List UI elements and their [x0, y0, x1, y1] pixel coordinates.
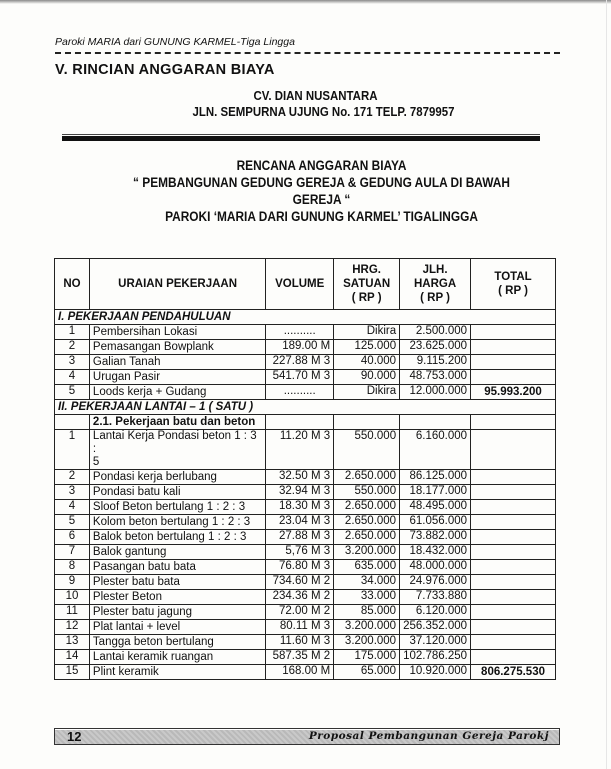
section-total: 95.993.200 [471, 385, 556, 400]
row-description: Galian Tanah [89, 355, 265, 370]
row-amount: 18.432.000 [400, 545, 471, 560]
section-total: 806.275.530 [471, 665, 556, 680]
total-cell-empty [471, 575, 556, 590]
row-price: 550.000 [334, 485, 400, 500]
subsection-title: 2.1. Pekerjaan batu dan beton [89, 415, 265, 430]
row-number: 6 [55, 530, 90, 545]
row-price: 34.000 [334, 575, 400, 590]
total-cell-empty [471, 340, 556, 355]
running-head: Paroki MARIA dari GUNUNG KARMEL-Tiga Lingga [55, 36, 295, 48]
row-amount: 2.500.000 [400, 325, 471, 340]
table-row [55, 500, 556, 515]
row-number: 11 [55, 605, 90, 620]
row-volume: .......... [266, 325, 334, 340]
header-amount-line3: ( RP ) [420, 292, 450, 304]
row-amount: 24.976.000 [400, 575, 471, 590]
row-amount: 37.120.000 [400, 635, 471, 650]
header-unit-price-line3: ( RP ) [351, 292, 382, 304]
table-row [55, 340, 556, 355]
letterhead-thick-rule [62, 136, 540, 141]
row-number: 5 [55, 515, 90, 530]
table-row [55, 515, 556, 530]
row-amount: 23.625.000 [400, 340, 471, 355]
row-description: Pondasi kerja berlubang [89, 470, 265, 485]
row-volume: 587.35 M 2 [266, 650, 334, 665]
row-number: 14 [55, 650, 90, 665]
header-total-line2: ( RP ) [498, 285, 528, 297]
row-description: Pembersihan Lokasi [89, 325, 265, 340]
row-number: 1 [55, 430, 90, 470]
table-row [55, 575, 556, 590]
row-price: 40.000 [334, 355, 400, 370]
row-volume: 76.80 M 3 [266, 560, 334, 575]
total-cell-empty [471, 620, 556, 635]
row-amount: 6.160.000 [400, 430, 471, 470]
table-row [55, 355, 556, 370]
row-price: 90.000 [334, 370, 400, 385]
row-amount: 61.056.000 [400, 515, 471, 530]
header-unit-price-line2: SATUAN [343, 278, 391, 290]
table-row [55, 620, 556, 635]
table-header-row [55, 259, 556, 310]
row-volume: 541.70 M 3 [266, 370, 334, 385]
row-number: 2 [55, 340, 90, 355]
table-row [55, 470, 556, 485]
row-number: 4 [55, 500, 90, 515]
row-description: Sloof Beton bertulang 1 : 2 : 3 [89, 500, 265, 515]
total-cell-empty [471, 430, 556, 470]
table-row [55, 665, 556, 680]
total-cell-empty [471, 635, 556, 650]
row-volume: 23.04 M 3 [266, 515, 334, 530]
row-number: 3 [55, 485, 90, 500]
table-row [55, 485, 556, 500]
total-cell-empty [471, 545, 556, 560]
row-volume: 227.88 M 3 [266, 355, 334, 370]
header-total [471, 259, 556, 310]
row-description: Plat lantai + level [89, 620, 265, 635]
row-price: 550.000 [334, 430, 400, 470]
row-amount: 48.000.000 [400, 560, 471, 575]
row-number: 8 [55, 560, 90, 575]
row-volume: 734.60 M 2 [266, 575, 334, 590]
company-address: JLN. SEMPURNA UJUNG No. 171 TELP. 7879957 [192, 104, 455, 119]
dashed-divider [55, 52, 560, 54]
row-price: Dikira [334, 385, 400, 400]
row-volume: .......... [266, 385, 334, 400]
row-number: 3 [55, 355, 90, 370]
subsection-volume-empty [266, 415, 334, 430]
rab-title-line4: PAROKI ‘MARIA DARI GUNUNG KARMEL’ TIGALINGGA [165, 209, 478, 224]
row-volume: 234.36 M 2 [266, 590, 334, 605]
row-volume: 5,76 M 3 [266, 545, 334, 560]
total-cell-empty [471, 560, 556, 575]
row-description: Plint keramik [89, 665, 265, 680]
row-description: Lantai keramik ruangan [89, 650, 265, 665]
section-title: V. RINCIAN ANGGARAN BIAYA [55, 62, 275, 78]
letterhead-thin-rule [62, 134, 540, 135]
row-amount: 256.352.000 [400, 620, 471, 635]
section-header-2 [55, 400, 556, 415]
header-total-line1: TOTAL [494, 271, 532, 283]
table-row [55, 590, 556, 605]
subsection-total-empty [471, 415, 556, 430]
budget-table [54, 258, 556, 680]
row-price: 3.200.000 [334, 545, 400, 560]
row-number: 13 [55, 635, 90, 650]
row-number: 10 [55, 590, 90, 605]
section-header-2-title: II. PEKERJAAN LANTAI – 1 ( SATU ) [55, 400, 556, 415]
table-row [55, 635, 556, 650]
row-description: Pemasangan Bowplank [89, 340, 265, 355]
table-row [55, 605, 556, 620]
table-row [55, 545, 556, 560]
row-description: Kolom beton bertulang 1 : 2 : 3 [89, 515, 265, 530]
rab-title-line2: “ PEMBANGUNAN GEDUNG GEREJA & GEDUNG AULA DI BAWAH [133, 175, 510, 190]
table-row [55, 385, 556, 400]
row-amount: 73.882.000 [400, 530, 471, 545]
scan-edge [606, 0, 607, 769]
row-description: Balok gantung [89, 545, 265, 560]
row-number: 12 [55, 620, 90, 635]
row-volume: 32.94 M 3 [266, 485, 334, 500]
row-description: Urugan Pasir [89, 370, 265, 385]
rab-title-line3: GEREJA “ [292, 192, 351, 207]
header-amount [400, 259, 471, 310]
row-number: 9 [55, 575, 90, 590]
row-description: Plester batu bata [89, 575, 265, 590]
total-cell-empty [471, 325, 556, 340]
header-volume: VOLUME [266, 259, 334, 310]
row-price: 3.200.000 [334, 620, 400, 635]
row-amount: 48.753.000 [400, 370, 471, 385]
row-volume: 32.50 M 3 [266, 470, 334, 485]
section-header-1 [55, 310, 556, 325]
header-amount-line2: HARGA [413, 278, 457, 290]
row-price: 3.200.000 [334, 635, 400, 650]
row-amount: 9.115.200 [400, 355, 471, 370]
row-amount: 7.733.880 [400, 590, 471, 605]
row-price: 2.650.000 [334, 530, 400, 545]
table-row [55, 370, 556, 385]
row-amount: 6.120.000 [400, 605, 471, 620]
row-description: Balok beton bertulang 1 : 2 : 3 [89, 530, 265, 545]
subsection-amount-empty [400, 415, 471, 430]
total-cell-empty [471, 355, 556, 370]
header-amount-line1: JLH. [422, 264, 448, 276]
total-cell-empty [471, 650, 556, 665]
total-cell-empty [471, 530, 556, 545]
total-cell-empty [471, 590, 556, 605]
row-amount: 86.125.000 [400, 470, 471, 485]
subsection-no-empty [55, 415, 90, 430]
row-description: Tangga beton bertulang [89, 635, 265, 650]
row-volume: 27.88 M 3 [266, 530, 334, 545]
row-description: Plester Beton [89, 590, 265, 605]
row-volume: 189.00 M [266, 340, 334, 355]
row-price: 2.650.000 [334, 470, 400, 485]
table-row [55, 560, 556, 575]
row-price: 33.000 [334, 590, 400, 605]
row-number: 7 [55, 545, 90, 560]
row-amount: 12.000.000 [400, 385, 471, 400]
total-cell-empty [471, 515, 556, 530]
row-amount: 10.920.000 [400, 665, 471, 680]
header-unit-price [334, 259, 400, 310]
row-volume: 11.20 M 3 [266, 430, 334, 470]
row-price: 635.000 [334, 560, 400, 575]
row-description: Plester batu jagung [89, 605, 265, 620]
row-number: 4 [55, 370, 90, 385]
page-footer-bar [54, 728, 560, 745]
row-price: 65.000 [334, 665, 400, 680]
header-description: URAIAN PEKERJAAN [89, 259, 265, 310]
row-price: 125.000 [334, 340, 400, 355]
row-description: Pasangan batu bata [89, 560, 265, 575]
row-number: 2 [55, 470, 90, 485]
row-description: Loods kerja + Gudang [89, 385, 265, 400]
total-cell-empty [471, 470, 556, 485]
total-cell-empty [471, 370, 556, 385]
row-number: 5 [55, 385, 90, 400]
row-number: 15 [55, 665, 90, 680]
row-volume: 11.60 M 3 [266, 635, 334, 650]
row-amount: 18.177.000 [400, 485, 471, 500]
row-price: 175.000 [334, 650, 400, 665]
row-description [89, 430, 265, 470]
total-cell-empty [471, 485, 556, 500]
company-name: CV. DIAN NUSANTARA [253, 88, 378, 103]
table-row [55, 325, 556, 340]
row-price: 2.650.000 [334, 500, 400, 515]
row-number: 1 [55, 325, 90, 340]
row-price: Dikira [334, 325, 400, 340]
row-amount: 48.495.000 [400, 500, 471, 515]
row-description: Pondasi batu kali [89, 485, 265, 500]
rab-title-line1: RENCANA ANGGARAN BIAYA [236, 158, 407, 173]
subsection-row [55, 415, 556, 430]
total-cell-empty [471, 605, 556, 620]
footer-title: Proposal Pembangunan Gereja Parokj [308, 730, 549, 742]
table-row [55, 430, 556, 470]
row-volume: 80.11 M 3 [266, 620, 334, 635]
header-unit-price-line1: HRG. [352, 264, 381, 276]
row-description-line1: Lantai Kerja Pondasi beton 1 : 3 : [92, 430, 257, 455]
header-no: NO [55, 259, 90, 310]
row-description-line2: 5 [92, 456, 100, 468]
row-price: 85.000 [334, 605, 400, 620]
page-number: 12 [67, 729, 82, 744]
row-price: 2.650.000 [334, 515, 400, 530]
table-row [55, 650, 556, 665]
subsection-price-empty [334, 415, 400, 430]
total-cell-empty [471, 500, 556, 515]
table-row [55, 530, 556, 545]
scan-top-shadow [0, 0, 611, 4]
section-header-1-title: I. PEKERJAAN PENDAHULUAN [55, 310, 556, 325]
row-volume: 72.00 M 2 [266, 605, 334, 620]
row-volume: 18.30 M 3 [266, 500, 334, 515]
row-volume: 168.00 M [266, 665, 334, 680]
row-amount: 102.786.250 [400, 650, 471, 665]
